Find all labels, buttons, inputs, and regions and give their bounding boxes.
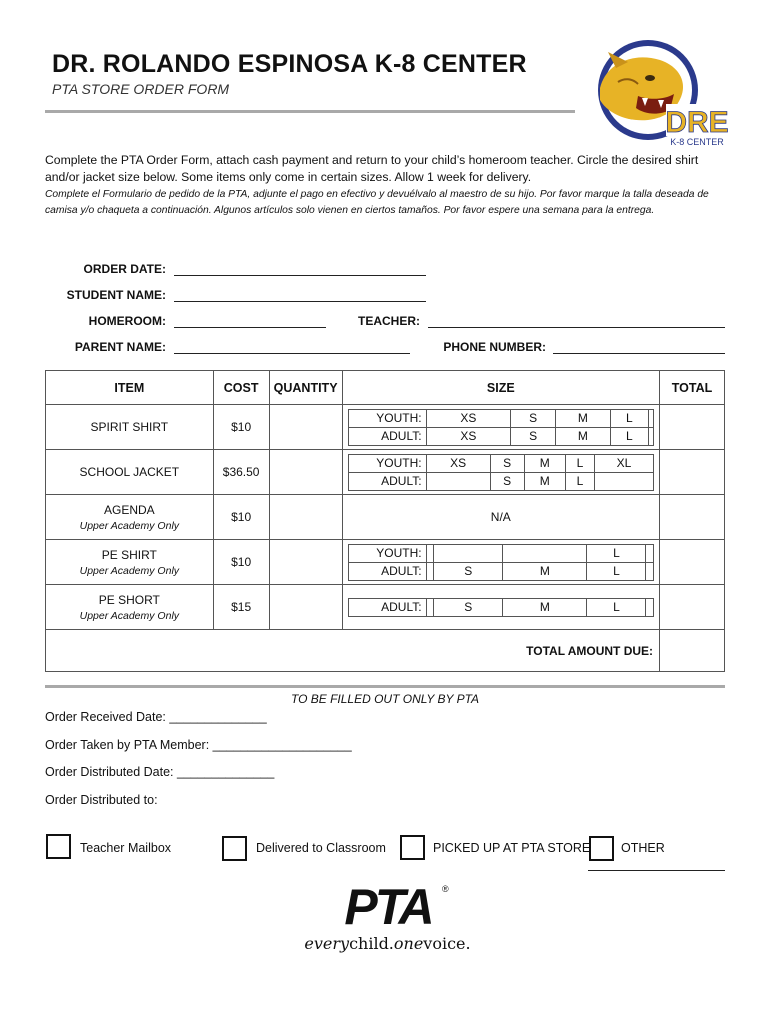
table-row xyxy=(46,450,725,495)
tagline-one: one xyxy=(393,934,424,953)
size-option[interactable] xyxy=(646,598,654,616)
adult-label: ADULT: xyxy=(348,562,426,580)
picked-up-label: PICKED UP AT PTA STORE xyxy=(433,841,591,855)
tagline-voice: voice. xyxy=(423,934,471,953)
size-option[interactable]: M xyxy=(503,562,587,580)
size-cell xyxy=(342,450,659,495)
adult-size-row xyxy=(348,427,653,445)
total-amount-due-field[interactable] xyxy=(660,630,725,672)
size-cell xyxy=(342,405,659,450)
instructions-english: Complete the PTA Order Form, attach cash payment and return to your child’s homeroom teacher. Circle the desired shirt and/or jacket size below. Some items only come in certain sizes. Allow 1 week for delivery. xyxy=(45,153,699,184)
phone-number-field[interactable] xyxy=(553,353,725,354)
size-option[interactable] xyxy=(649,409,654,427)
delivered-to-classroom-label: Delivered to Classroom xyxy=(256,841,386,855)
size-option[interactable]: M xyxy=(556,409,611,427)
size-not-applicable: N/A xyxy=(342,495,659,540)
quantity-cell[interactable] xyxy=(269,450,342,495)
size-option[interactable]: M xyxy=(556,427,611,445)
adult-size-row xyxy=(348,562,653,580)
other-field[interactable] xyxy=(588,870,725,871)
youth-size-row xyxy=(348,454,653,472)
size-grid xyxy=(348,409,654,446)
pta-only-heading: TO BE FILLED OUT ONLY BY PTA xyxy=(290,692,480,706)
item-note: Upper Academy Only xyxy=(79,519,180,532)
total-cell[interactable] xyxy=(660,585,725,630)
item-cost: $36.50 xyxy=(213,450,269,495)
item-name: SCHOOL JACKET xyxy=(46,450,214,495)
size-option[interactable]: S xyxy=(511,409,556,427)
header-divider xyxy=(45,110,575,113)
size-option[interactable]: S xyxy=(434,562,503,580)
size-grid xyxy=(348,598,654,617)
header-item: ITEM xyxy=(46,371,214,405)
item-name: SPIRIT SHIRT xyxy=(46,405,214,450)
size-option[interactable]: L xyxy=(565,454,594,472)
item-cost: $10 xyxy=(213,495,269,540)
table-row xyxy=(46,495,725,540)
size-option[interactable]: L xyxy=(610,409,648,427)
size-option[interactable] xyxy=(594,472,653,490)
youth-label: YOUTH: xyxy=(348,409,426,427)
pta-wordmark: PTA xyxy=(344,880,432,935)
school-title: DR. ROLANDO ESPINOSA K-8 CENTER xyxy=(52,50,527,78)
item-name: PE SHIRT xyxy=(101,547,157,562)
quantity-cell[interactable] xyxy=(269,495,342,540)
header-cost: COST xyxy=(213,371,269,405)
order-table xyxy=(45,370,725,672)
youth-size-row xyxy=(348,409,653,427)
size-option[interactable] xyxy=(426,472,490,490)
size-option[interactable] xyxy=(426,598,434,616)
logo-initials: DRE xyxy=(665,106,729,139)
youth-label: YOUTH: xyxy=(348,544,426,562)
size-option[interactable]: XS xyxy=(426,409,511,427)
size-option[interactable] xyxy=(426,562,434,580)
table-row xyxy=(46,585,725,630)
size-option[interactable] xyxy=(503,544,587,562)
total-cell[interactable] xyxy=(660,450,725,495)
order-distributed-to-label: Order Distributed to: xyxy=(45,793,158,807)
quantity-cell[interactable] xyxy=(269,585,342,630)
size-option[interactable] xyxy=(434,544,503,562)
picked-up-checkbox[interactable] xyxy=(400,835,425,860)
item-note: Upper Academy Only xyxy=(79,609,180,622)
total-amount-due-label: TOTAL AMOUNT DUE: xyxy=(46,630,660,672)
adult-size-row xyxy=(348,472,653,490)
size-option[interactable]: L xyxy=(587,598,646,616)
size-option[interactable]: S xyxy=(490,454,524,472)
size-option[interactable]: S xyxy=(511,427,556,445)
total-due-row xyxy=(46,630,725,672)
homeroom-field[interactable] xyxy=(174,327,326,328)
total-cell[interactable] xyxy=(660,495,725,540)
size-grid xyxy=(348,544,654,581)
header-quantity: QUANTITY xyxy=(269,371,342,405)
student-name-label: STUDENT NAME: xyxy=(66,288,166,302)
item-name: AGENDA xyxy=(103,502,155,517)
order-received-date[interactable]: Order Received Date: ______________ xyxy=(45,710,267,724)
teacher-label: TEACHER: xyxy=(358,314,420,328)
teacher-mailbox-checkbox[interactable] xyxy=(46,834,71,859)
tagline-child: child. xyxy=(349,934,394,953)
delivered-to-classroom-checkbox[interactable] xyxy=(222,836,247,861)
adult-label: ADULT: xyxy=(348,427,426,445)
student-name-field[interactable] xyxy=(174,301,426,302)
order-taken-by[interactable]: Order Taken by PTA Member: ____________________ xyxy=(45,738,352,752)
size-option[interactable]: M xyxy=(524,472,565,490)
size-cell xyxy=(342,585,659,630)
order-date-label: ORDER DATE: xyxy=(83,262,166,276)
table-row xyxy=(46,540,725,585)
size-cell xyxy=(342,540,659,585)
size-option[interactable]: L xyxy=(587,544,646,562)
size-option[interactable] xyxy=(649,427,654,445)
item-name-cell xyxy=(46,585,214,630)
size-option[interactable]: L xyxy=(565,472,594,490)
phone-number-label: PHONE NUMBER: xyxy=(443,340,546,354)
quantity-cell[interactable] xyxy=(269,405,342,450)
size-option[interactable]: XS xyxy=(426,454,490,472)
order-distributed-date[interactable]: Order Distributed Date: ______________ xyxy=(45,765,275,779)
size-option[interactable] xyxy=(646,544,654,562)
youth-label: YOUTH: xyxy=(348,454,426,472)
instructions-spanish: Complete el Formulario de pedido de la PTA, adjunte el pago en efectivo y devuélvalo al maestro de su hijo. Por favor marque la talla deseada de camisa y/o chaqueta a continuación. Algunos artículos solo vienen en ciertos tamaños. Por favor espere una semana para la entrega. xyxy=(45,189,709,216)
other-label: OTHER xyxy=(621,841,665,855)
form-subtitle: PTA STORE ORDER FORM xyxy=(52,81,230,97)
item-note: Upper Academy Only xyxy=(79,564,180,577)
table-row xyxy=(46,405,725,450)
item-cost: $10 xyxy=(213,405,269,450)
item-name-cell xyxy=(46,495,214,540)
parent-name-label: PARENT NAME: xyxy=(74,340,166,354)
size-option[interactable]: S xyxy=(490,472,524,490)
item-name: PE SHORT xyxy=(98,592,160,607)
header-size: SIZE xyxy=(342,371,659,405)
total-cell[interactable] xyxy=(660,405,725,450)
size-option[interactable]: M xyxy=(503,598,587,616)
order-date-field[interactable] xyxy=(174,275,426,276)
registered-mark: ® xyxy=(442,884,449,894)
pta-tagline xyxy=(300,934,475,953)
size-option[interactable] xyxy=(646,562,654,580)
size-option[interactable]: XS xyxy=(426,427,511,445)
pta-section-divider xyxy=(45,685,725,688)
size-option[interactable] xyxy=(426,544,434,562)
size-grid xyxy=(348,454,654,491)
header-total: TOTAL xyxy=(660,371,725,405)
tagline-every: every xyxy=(304,934,350,953)
parent-name-field[interactable] xyxy=(174,353,410,354)
other-checkbox[interactable] xyxy=(589,836,614,861)
item-cost: $15 xyxy=(213,585,269,630)
table-header-row xyxy=(46,371,725,405)
size-option[interactable]: L xyxy=(610,427,648,445)
size-option[interactable]: L xyxy=(587,562,646,580)
teacher-field[interactable] xyxy=(428,327,725,328)
total-cell[interactable] xyxy=(660,540,725,585)
adult-size-row xyxy=(348,598,653,616)
school-logo xyxy=(578,38,730,148)
logo-caption: K-8 CENTER xyxy=(670,137,724,147)
youth-size-row xyxy=(348,544,653,562)
homeroom-label: HOMEROOM: xyxy=(88,314,166,328)
adult-label: ADULT: xyxy=(348,472,426,490)
item-name-cell xyxy=(46,540,214,585)
item-cost: $10 xyxy=(213,540,269,585)
size-option[interactable]: M xyxy=(524,454,565,472)
size-option[interactable]: S xyxy=(434,598,503,616)
adult-label: ADULT: xyxy=(348,598,426,616)
size-option[interactable]: XL xyxy=(594,454,653,472)
teacher-mailbox-label: Teacher Mailbox xyxy=(80,841,172,855)
quantity-cell[interactable] xyxy=(269,540,342,585)
